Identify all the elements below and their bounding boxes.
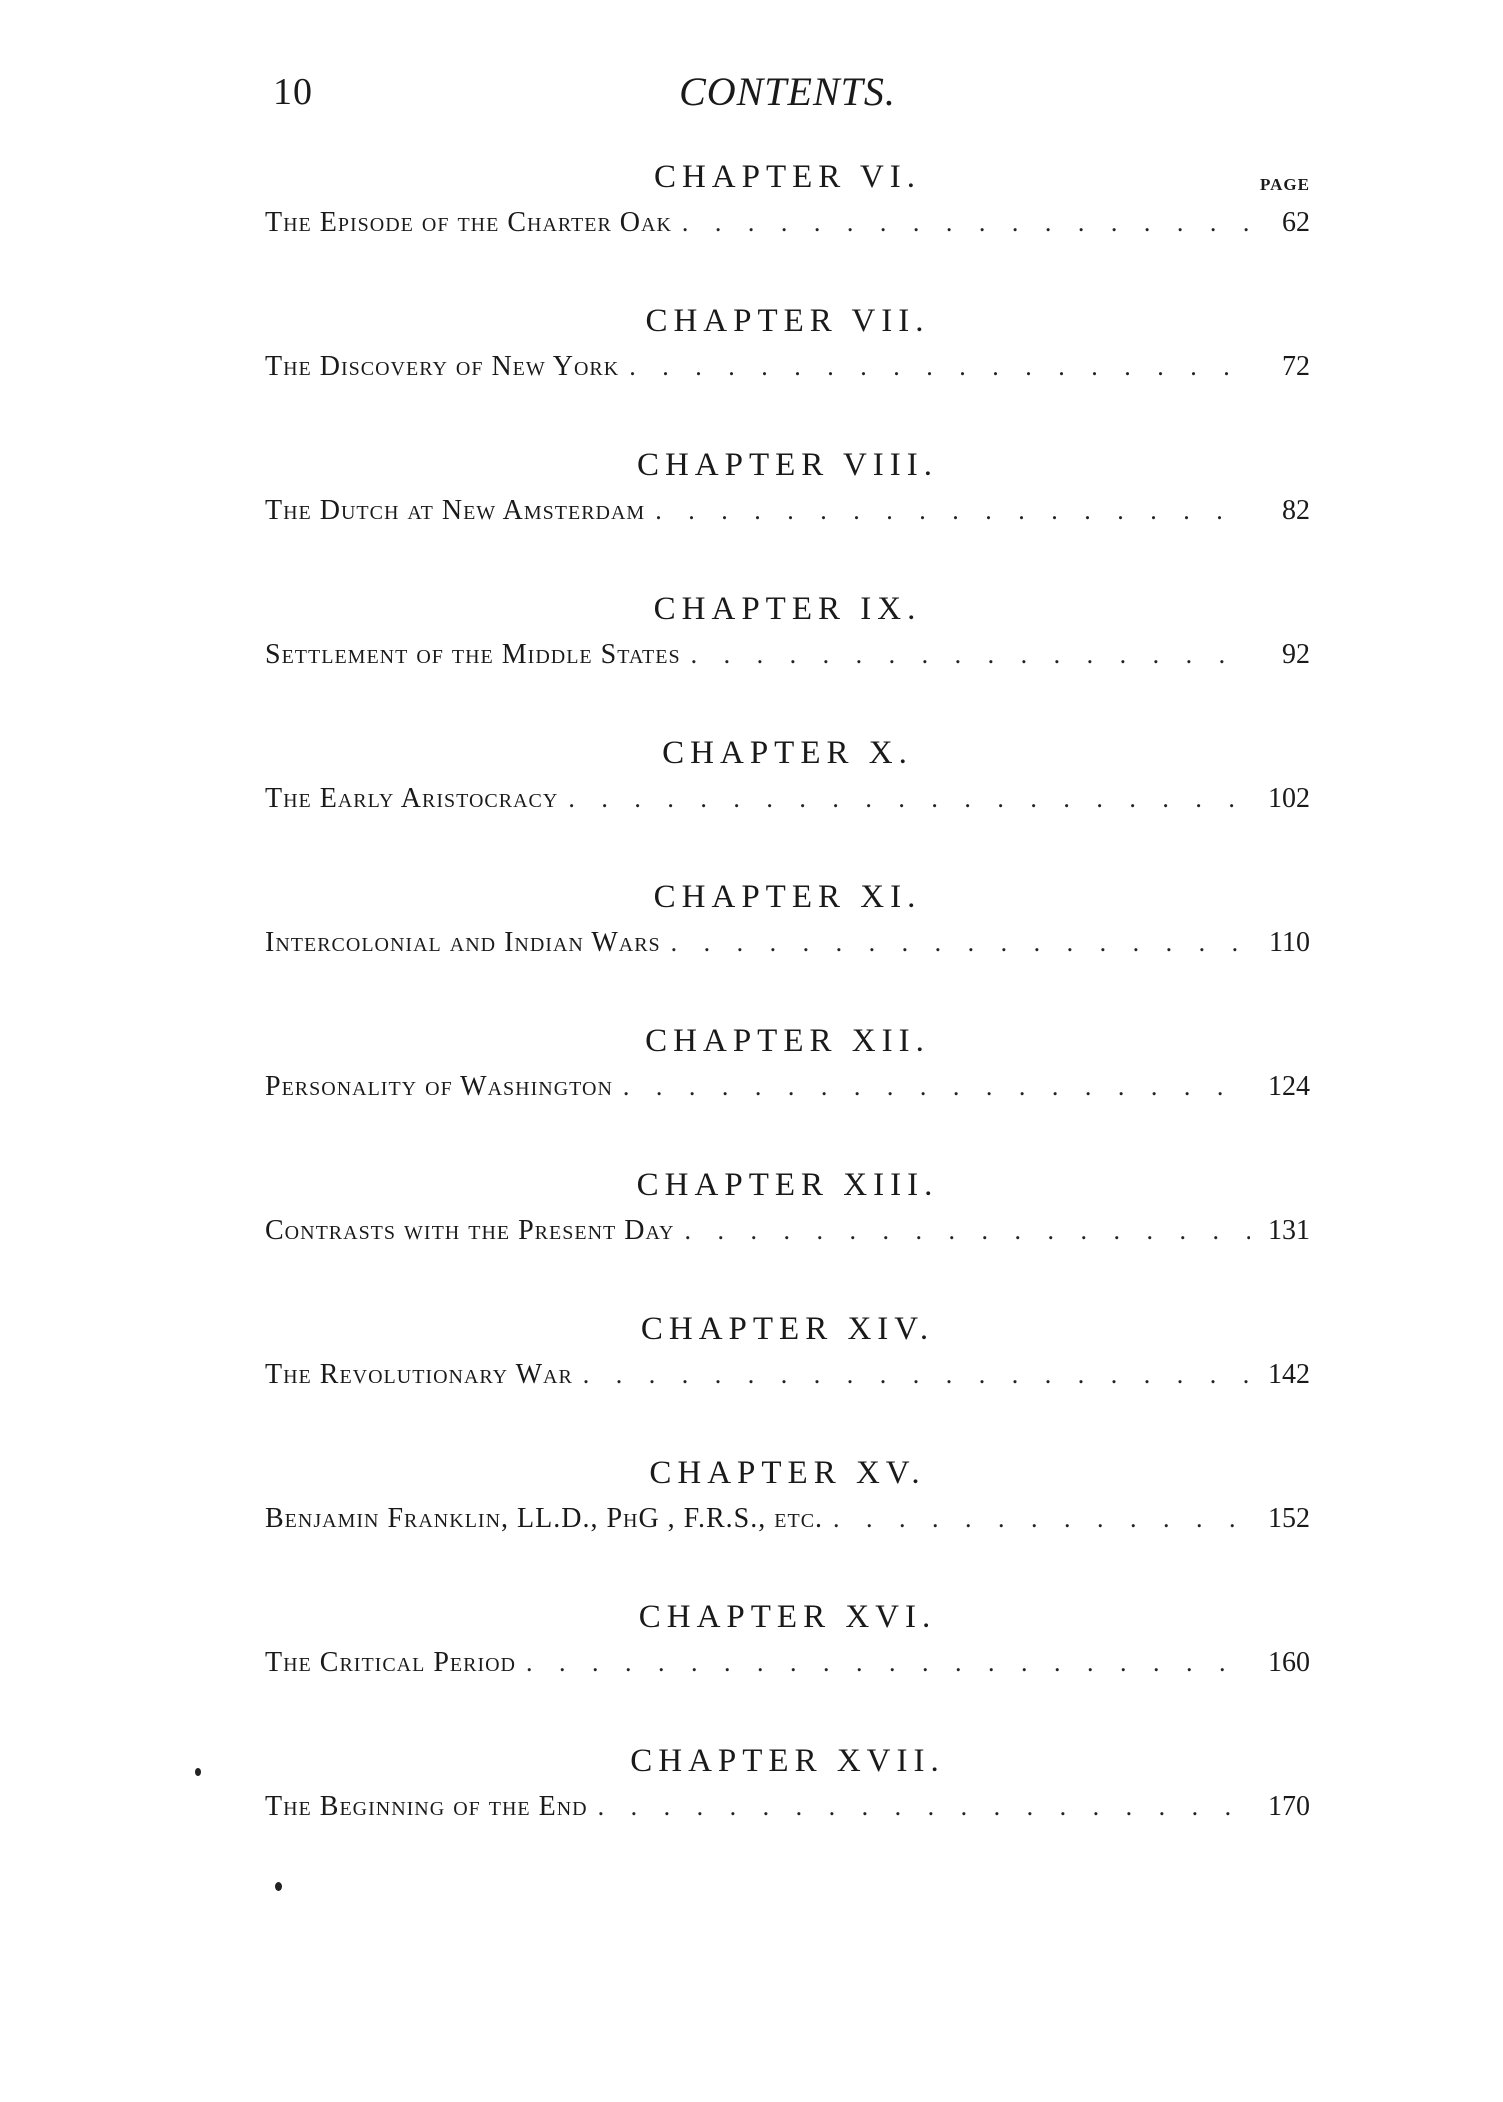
dot-leader bbox=[583, 1360, 1250, 1390]
chapter-heading: CHAPTER VII. bbox=[645, 303, 930, 339]
chapter-page-number: 92 bbox=[1282, 639, 1310, 670]
scan-speck bbox=[275, 1882, 282, 1891]
scan-speck bbox=[195, 1768, 201, 1776]
chapter-page-number: 142 bbox=[1268, 1359, 1310, 1390]
dot-leader bbox=[568, 784, 1250, 814]
dot-leader bbox=[691, 640, 1250, 670]
chapter-page-number: 170 bbox=[1268, 1791, 1310, 1822]
toc-line[interactable] bbox=[265, 639, 1310, 679]
chapter-heading: CHAPTER XVI. bbox=[638, 1599, 937, 1635]
page-number: 10 bbox=[273, 71, 313, 113]
chapter-entry bbox=[265, 587, 1310, 731]
chapter-title: Contrasts with the Present Day bbox=[265, 1215, 675, 1246]
chapter-heading: CHAPTER XIII. bbox=[636, 1167, 939, 1203]
toc-line[interactable] bbox=[265, 495, 1310, 535]
chapter-entry bbox=[265, 1019, 1310, 1163]
chapter-heading: CHAPTER IX. bbox=[653, 591, 922, 627]
chapter-entry bbox=[265, 299, 1310, 443]
chapter-title: The Early Aristocracy bbox=[265, 783, 559, 814]
toc-line[interactable] bbox=[265, 1791, 1310, 1831]
toc-line[interactable] bbox=[265, 1215, 1310, 1255]
chapter-title: Benjamin Franklin, LL.D., PhG , F.R.S., etc. bbox=[265, 1503, 824, 1534]
chapter-page-number: 82 bbox=[1282, 495, 1310, 526]
toc-line[interactable] bbox=[265, 1359, 1310, 1399]
chapter-page-number: 62 bbox=[1282, 207, 1310, 238]
dot-leader bbox=[623, 1072, 1250, 1102]
dot-leader bbox=[685, 1216, 1251, 1246]
toc-line[interactable] bbox=[265, 927, 1310, 967]
chapter-page-number: 131 bbox=[1268, 1215, 1310, 1246]
chapter-page-number: 110 bbox=[1269, 927, 1310, 958]
chapter-title: Intercolonial and Indian Wars bbox=[265, 927, 661, 958]
chapter-entry bbox=[265, 1739, 1310, 1883]
chapter-title: Settlement of the Middle States bbox=[265, 639, 681, 670]
chapter-entry bbox=[265, 875, 1310, 1019]
dot-leader bbox=[598, 1792, 1250, 1822]
dot-leader bbox=[655, 496, 1250, 526]
chapter-title: The Dutch at New Amsterdam bbox=[265, 495, 646, 526]
chapter-entry bbox=[265, 731, 1310, 875]
chapter-heading: CHAPTER VI. bbox=[653, 159, 922, 195]
chapter-entry bbox=[265, 443, 1310, 587]
toc-line[interactable] bbox=[265, 351, 1310, 391]
chapter-entry bbox=[265, 1307, 1310, 1451]
chapter-entry bbox=[265, 1451, 1310, 1595]
chapter-title: The Beginning of the End bbox=[265, 1791, 588, 1822]
chapter-heading: CHAPTER VIII. bbox=[636, 447, 939, 483]
toc-line[interactable] bbox=[265, 1647, 1310, 1687]
chapter-heading: CHAPTER XV. bbox=[649, 1455, 926, 1491]
chapter-title: The Revolutionary War bbox=[265, 1359, 573, 1390]
toc-line[interactable] bbox=[265, 1503, 1310, 1543]
dot-leader bbox=[671, 928, 1250, 958]
chapter-title: The Discovery of New York bbox=[265, 351, 620, 382]
toc-line[interactable] bbox=[265, 783, 1310, 823]
dot-leader bbox=[629, 352, 1250, 382]
chapter-entry bbox=[265, 1595, 1310, 1739]
chapter-title: Personality of Washington bbox=[265, 1071, 613, 1102]
chapter-heading: CHAPTER XI. bbox=[653, 879, 922, 915]
chapter-page-number: 72 bbox=[1282, 351, 1310, 382]
chapter-heading: CHAPTER XVII. bbox=[630, 1743, 945, 1779]
chapter-entry bbox=[265, 155, 1310, 299]
dot-leader bbox=[526, 1648, 1250, 1678]
table-of-contents bbox=[265, 155, 1310, 1883]
chapter-entry bbox=[265, 1163, 1310, 1307]
chapter-page-number: 124 bbox=[1268, 1071, 1310, 1102]
toc-line[interactable] bbox=[265, 207, 1310, 247]
chapter-title: The Episode of the Charter Oak bbox=[265, 207, 672, 238]
dot-leader bbox=[682, 208, 1250, 238]
chapter-page-number: 102 bbox=[1268, 783, 1310, 814]
page-header bbox=[265, 68, 1310, 128]
page-column-label: PAGE bbox=[1260, 175, 1310, 194]
chapter-heading: CHAPTER XII. bbox=[645, 1023, 930, 1059]
chapter-title: The Critical Period bbox=[265, 1647, 516, 1678]
running-title: CONTENTS. bbox=[679, 69, 896, 114]
dot-leader bbox=[833, 1504, 1250, 1534]
chapter-page-number: 152 bbox=[1268, 1503, 1310, 1534]
chapter-heading: CHAPTER X. bbox=[662, 735, 913, 771]
toc-line[interactable] bbox=[265, 1071, 1310, 1111]
chapter-heading: CHAPTER XIV. bbox=[640, 1311, 935, 1347]
chapter-page-number: 160 bbox=[1268, 1647, 1310, 1678]
